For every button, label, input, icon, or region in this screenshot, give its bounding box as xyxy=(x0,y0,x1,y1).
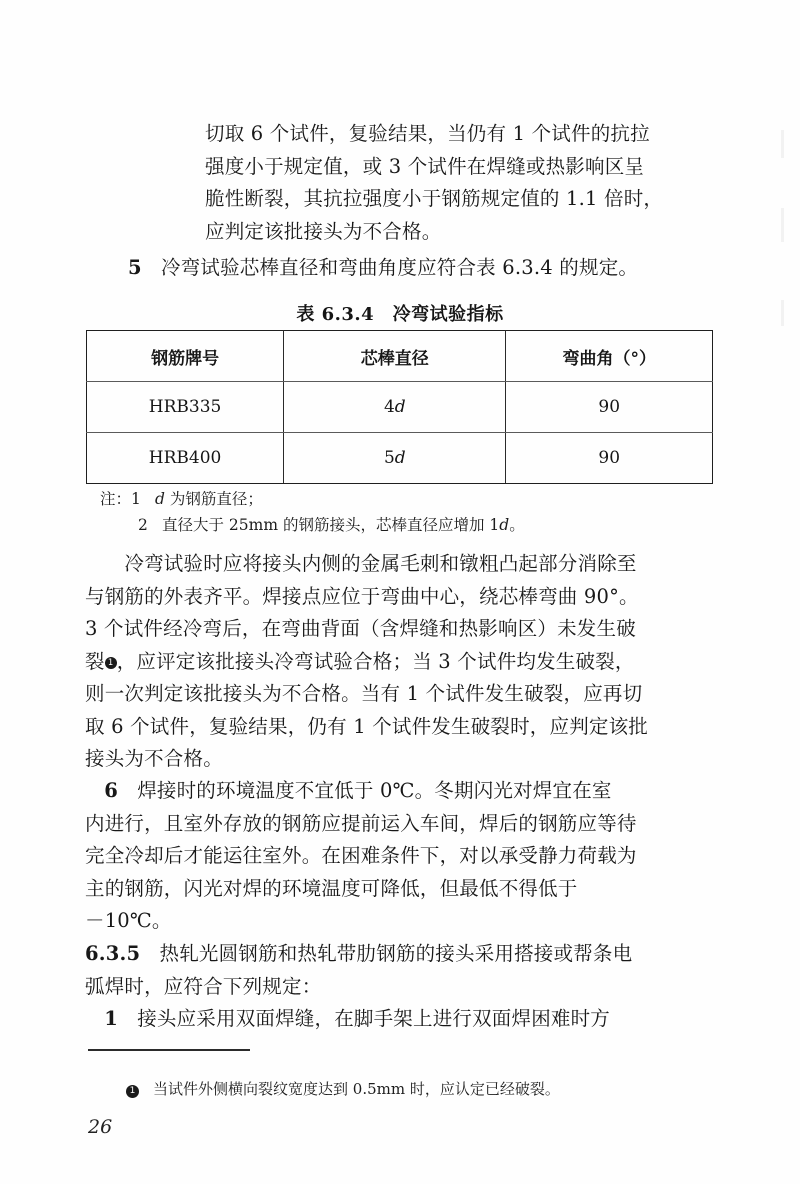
text-line: 脆性断裂，其抗拉强度小于钢筋规定值的 1.1 倍时， xyxy=(205,187,664,210)
text-line: 3 个试件经冷弯后，在弯曲背面（含焊缝和热影响区）未发生破 xyxy=(85,617,636,640)
text-line xyxy=(85,1003,730,1036)
table-cell-angle: 90 xyxy=(506,433,713,484)
notes-label: 注： xyxy=(100,490,132,508)
text-line: 弧焊时，应符合下列规定： xyxy=(85,974,322,998)
list-item-1 xyxy=(85,1003,730,1036)
table-cell-grade: HRB400 xyxy=(87,433,284,484)
item-number: 1 xyxy=(104,1007,118,1030)
table-cell-mandrel xyxy=(284,433,506,484)
text-line: 则一次判定该批接头为不合格。当有 1 个试件发生破裂，应再切 xyxy=(85,682,643,705)
table-row xyxy=(87,382,713,433)
item-text: 冷弯试验芯棒直径和弯曲角度应符合表 6.3.4 的规定。 xyxy=(160,256,639,279)
item-number: 5 xyxy=(128,256,142,279)
text-line: －10℃。 xyxy=(85,909,172,932)
list-item-5 xyxy=(128,252,728,285)
table-caption: 表 6.3.4 冷弯试验指标 xyxy=(296,304,504,325)
table-header-cell-mandrel: 芯棒直径 xyxy=(284,331,506,382)
footnote xyxy=(126,1077,560,1101)
item-text: 接头应采用双面焊缝，在脚手架上进行双面焊困难时方 xyxy=(137,1007,610,1030)
text-line: 主的钢筋，闪光对焊的环境温度可降低，但最低不得低于 xyxy=(85,876,578,900)
paragraph-cold-bend xyxy=(85,548,730,776)
cold-bend-table-wrapper xyxy=(86,330,713,484)
mandrel-symbol: d xyxy=(394,448,406,468)
table-cell-mandrel xyxy=(284,382,506,433)
text-line: 冷弯试验时应将接头内侧的金属毛刺和镦粗凸起部分消除至 xyxy=(85,552,637,575)
table-header-cell-angle: 弯曲角（°） xyxy=(506,331,713,382)
text-line: 强度小于规定值，或 3 个试件在焊缝或热影响区呈 xyxy=(205,154,645,178)
mandrel-number: 4 xyxy=(383,397,395,417)
note-symbol: d xyxy=(499,516,510,534)
text-line xyxy=(128,252,728,285)
text-fragment: ，应评定该批接头冷弯试验合格；当 3 个试件均发生破裂， xyxy=(116,649,635,673)
table-header-cell-grade: 钢筋牌号 xyxy=(87,331,284,382)
scan-artifact xyxy=(781,208,784,242)
text-line xyxy=(85,775,730,808)
footnote-marker-icon: 1 xyxy=(126,1085,139,1098)
page-number: 26 xyxy=(88,1116,113,1138)
note-text-end: 。 xyxy=(509,516,525,534)
text-line xyxy=(85,938,730,971)
item-number: 6 xyxy=(104,779,118,802)
item-text: 焊接时的环境温度不宜低于 0℃。冬期闪光对焊宜在室 xyxy=(137,779,612,802)
table-cell-grade: HRB335 xyxy=(87,382,284,433)
footnote-separator xyxy=(88,1049,250,1051)
text-line: 切取 6 个试件，复验结果，当仍有 1 个试件的抗拉 xyxy=(205,122,650,145)
table-row xyxy=(87,433,713,484)
paragraph-continued xyxy=(205,118,725,248)
table-header-row xyxy=(87,331,713,382)
table-note xyxy=(100,512,700,538)
text-line: 接头为不合格。 xyxy=(85,747,223,770)
table-note xyxy=(100,486,700,512)
text-fragment: 裂 xyxy=(85,649,105,673)
text-line: 取 6 个试件，复验结果，仍有 1 个试件发生破裂时，应判定该批 xyxy=(85,714,649,738)
note-text: 直径大于 25mm 的钢筋接头，芯棒直径应增加 1 xyxy=(161,516,500,534)
note-index: 2 xyxy=(137,516,148,534)
mandrel-number: 5 xyxy=(383,448,395,468)
text-line: 应判定该批接头为不合格。 xyxy=(205,219,442,243)
mandrel-symbol: d xyxy=(394,397,406,417)
text-line: 完全冷却后才能运往室外。在困难条件下，对以承受静力荷载为 xyxy=(85,844,637,867)
note-symbol: d xyxy=(155,490,165,508)
footnote-reference-icon: 1 xyxy=(105,657,117,669)
section-6-3-5 xyxy=(85,938,730,1003)
table-notes xyxy=(100,486,700,538)
footnote-text: 当试件外侧横向裂纹宽度达到 0.5mm 时，应认定已经破裂。 xyxy=(153,1080,560,1098)
text-line: 内进行，且室外存放的钢筋应提前运入车间，焊后的钢筋应等待 xyxy=(85,811,637,835)
text-line-with-footnote-ref xyxy=(85,646,730,679)
list-item-6 xyxy=(85,775,730,938)
section-text: 热轧光圆钢筋和热轧带肋钢筋的接头采用搭接或帮条电 xyxy=(159,942,633,965)
table-cell-angle: 90 xyxy=(506,382,713,433)
scan-artifact xyxy=(781,130,784,158)
text-line: 与钢筋的外表齐平。焊接点应位于弯曲中心，绕芯棒弯曲 90°。 xyxy=(85,584,639,608)
section-number: 6.3.5 xyxy=(85,942,141,965)
cold-bend-table xyxy=(86,330,713,484)
note-text: 为钢筋直径； xyxy=(164,490,263,508)
note-index: 1 xyxy=(131,490,141,508)
